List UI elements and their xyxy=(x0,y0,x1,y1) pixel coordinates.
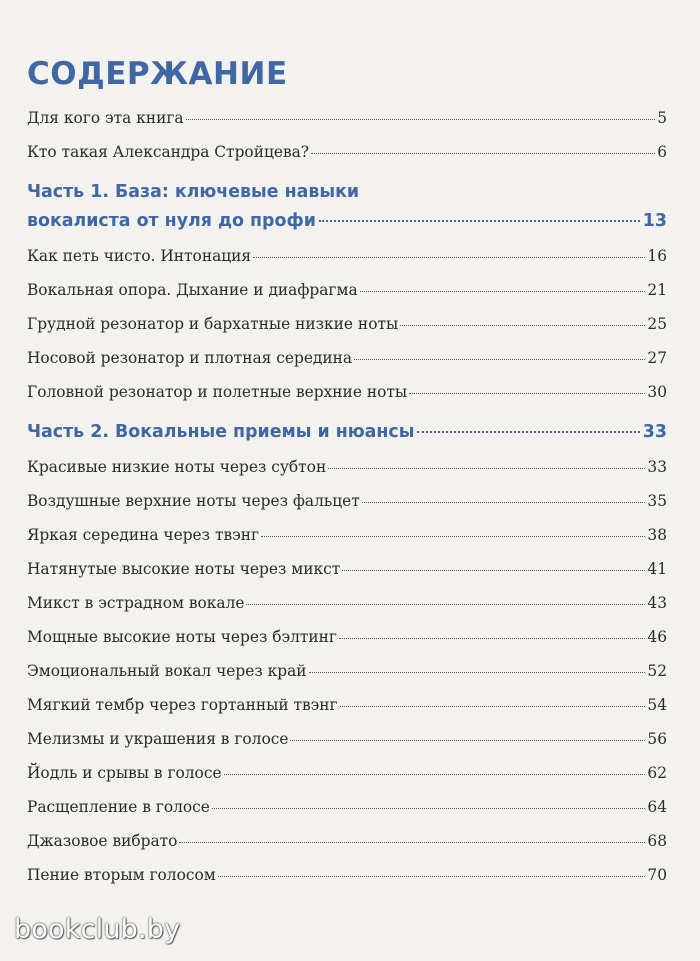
toc-entry-page: 41 xyxy=(647,560,667,578)
toc-entry-title: Мягкий тембр через гортанный твэнг xyxy=(27,696,338,714)
dot-leader xyxy=(340,706,646,707)
toc-entry-page: 35 xyxy=(647,492,667,510)
toc-entry-title: Йодль и срывы в голосе xyxy=(27,764,222,782)
toc-entry-page: 56 xyxy=(647,730,667,748)
toc-entry[interactable] xyxy=(27,280,667,300)
toc-entry-page: 25 xyxy=(647,315,667,333)
toc-entry-page: 54 xyxy=(647,696,667,714)
toc-entry[interactable] xyxy=(27,142,667,162)
toc-entry-title: Натянутые высокие ноты через микст xyxy=(27,560,341,578)
toc-entry[interactable] xyxy=(27,491,667,511)
part-title-line1: Часть 1. База: ключевые навыки xyxy=(27,182,360,202)
toc-entry[interactable] xyxy=(27,348,667,368)
toc-entry-title: Пение вторым голосом xyxy=(27,866,216,884)
toc-entry-page: 70 xyxy=(647,866,667,884)
dot-leader xyxy=(342,570,645,571)
toc-part-1[interactable] xyxy=(27,178,667,236)
dot-leader xyxy=(212,808,646,809)
toc-entry-page: 38 xyxy=(647,526,667,544)
toc-entry[interactable] xyxy=(27,525,667,545)
toc-entry[interactable] xyxy=(27,831,667,851)
toc-entry-title: Джазовое вибрато xyxy=(27,832,178,850)
toc-entry-title: Эмоциональный вокал через край xyxy=(27,662,307,680)
dot-leader xyxy=(224,774,646,775)
toc-entry-title: Мелизмы и украшения в голосе xyxy=(27,730,289,748)
toc-entry[interactable] xyxy=(27,627,667,647)
toc-entry-page: 33 xyxy=(647,458,667,476)
dot-leader xyxy=(360,291,646,292)
toc-entry[interactable] xyxy=(27,382,667,402)
toc-entry-title: Грудной резонатор и бархатные низкие ноты xyxy=(27,315,399,333)
toc-entry[interactable] xyxy=(27,246,667,266)
toc-entry-title: Микст в эстрадном вокале xyxy=(27,594,245,612)
toc-entry-title: Головной резонатор и полетные верхние ноты xyxy=(27,383,408,401)
toc-entry-page: 46 xyxy=(647,628,667,646)
toc-entry-title: Яркая середина через твэнг xyxy=(27,526,260,544)
dot-leader xyxy=(261,536,645,537)
toc-entry-title: Расщепление в голосе xyxy=(27,798,210,816)
dot-leader xyxy=(290,740,645,741)
dot-leader xyxy=(409,393,645,394)
toc-entry-page: 43 xyxy=(647,594,667,612)
toc-entry-title: Для кого эта книга xyxy=(27,109,184,127)
dot-leader xyxy=(319,220,640,222)
toc-entry[interactable] xyxy=(27,797,667,817)
toc-entry-title: Мощные высокие ноты через бэлтинг xyxy=(27,628,337,646)
part-page: 33 xyxy=(642,422,667,442)
toc-entry[interactable] xyxy=(27,763,667,783)
toc-entry-page: 52 xyxy=(647,662,667,680)
toc-entry[interactable] xyxy=(27,593,667,613)
dot-leader xyxy=(400,325,645,326)
dot-leader xyxy=(218,876,646,877)
dot-leader xyxy=(179,842,645,843)
toc-entry[interactable] xyxy=(27,729,667,749)
dot-leader xyxy=(417,431,639,433)
toc-entry-title: Воздушные верхние ноты через фальцет xyxy=(27,492,360,510)
toc-entry-title: Как петь чисто. Интонация xyxy=(27,247,252,265)
toc-part-2[interactable] xyxy=(27,418,667,447)
part-page: 13 xyxy=(642,211,667,231)
dot-leader xyxy=(362,502,646,503)
toc-entry-page: 68 xyxy=(647,832,667,850)
toc-entry-page: 5 xyxy=(657,109,667,127)
toc-entry-title: Носовой резонатор и плотная середина xyxy=(27,349,353,367)
dot-leader xyxy=(328,468,645,469)
dot-leader xyxy=(311,153,655,154)
toc-entry[interactable] xyxy=(27,661,667,681)
toc-entry[interactable] xyxy=(27,457,667,477)
toc-entry[interactable] xyxy=(27,108,667,128)
toc-entry-page: 64 xyxy=(647,798,667,816)
dot-leader xyxy=(253,257,645,258)
toc-entry-page: 30 xyxy=(647,383,667,401)
toc-entry[interactable] xyxy=(27,314,667,334)
watermark: bookclub.by xyxy=(14,914,181,945)
toc-entry-page: 62 xyxy=(647,764,667,782)
toc-entry-page: 16 xyxy=(647,247,667,265)
toc-entry-title: Вокальная опора. Дыхание и диафрагма xyxy=(27,281,358,299)
toc-entry[interactable] xyxy=(27,865,667,885)
toc-entry-page: 21 xyxy=(647,281,667,299)
toc-entry[interactable] xyxy=(27,559,667,579)
dot-leader xyxy=(246,604,645,605)
part-title-line2: вокалиста от нуля до профи xyxy=(27,211,316,231)
dot-leader xyxy=(309,672,646,673)
toc-entry-page: 27 xyxy=(647,349,667,367)
dot-leader xyxy=(339,638,645,639)
toc-entry-title: Кто такая Александра Стройцева? xyxy=(27,143,310,161)
toc-title: СОДЕРЖАНИЕ xyxy=(27,56,288,92)
dot-leader xyxy=(354,359,645,360)
toc-entry-page: 6 xyxy=(657,143,667,161)
dot-leader xyxy=(186,119,656,120)
toc-entry[interactable] xyxy=(27,695,667,715)
part-title: Часть 2. Вокальные приемы и нюансы xyxy=(27,422,415,442)
toc-entry-title: Красивые низкие ноты через субтон xyxy=(27,458,327,476)
